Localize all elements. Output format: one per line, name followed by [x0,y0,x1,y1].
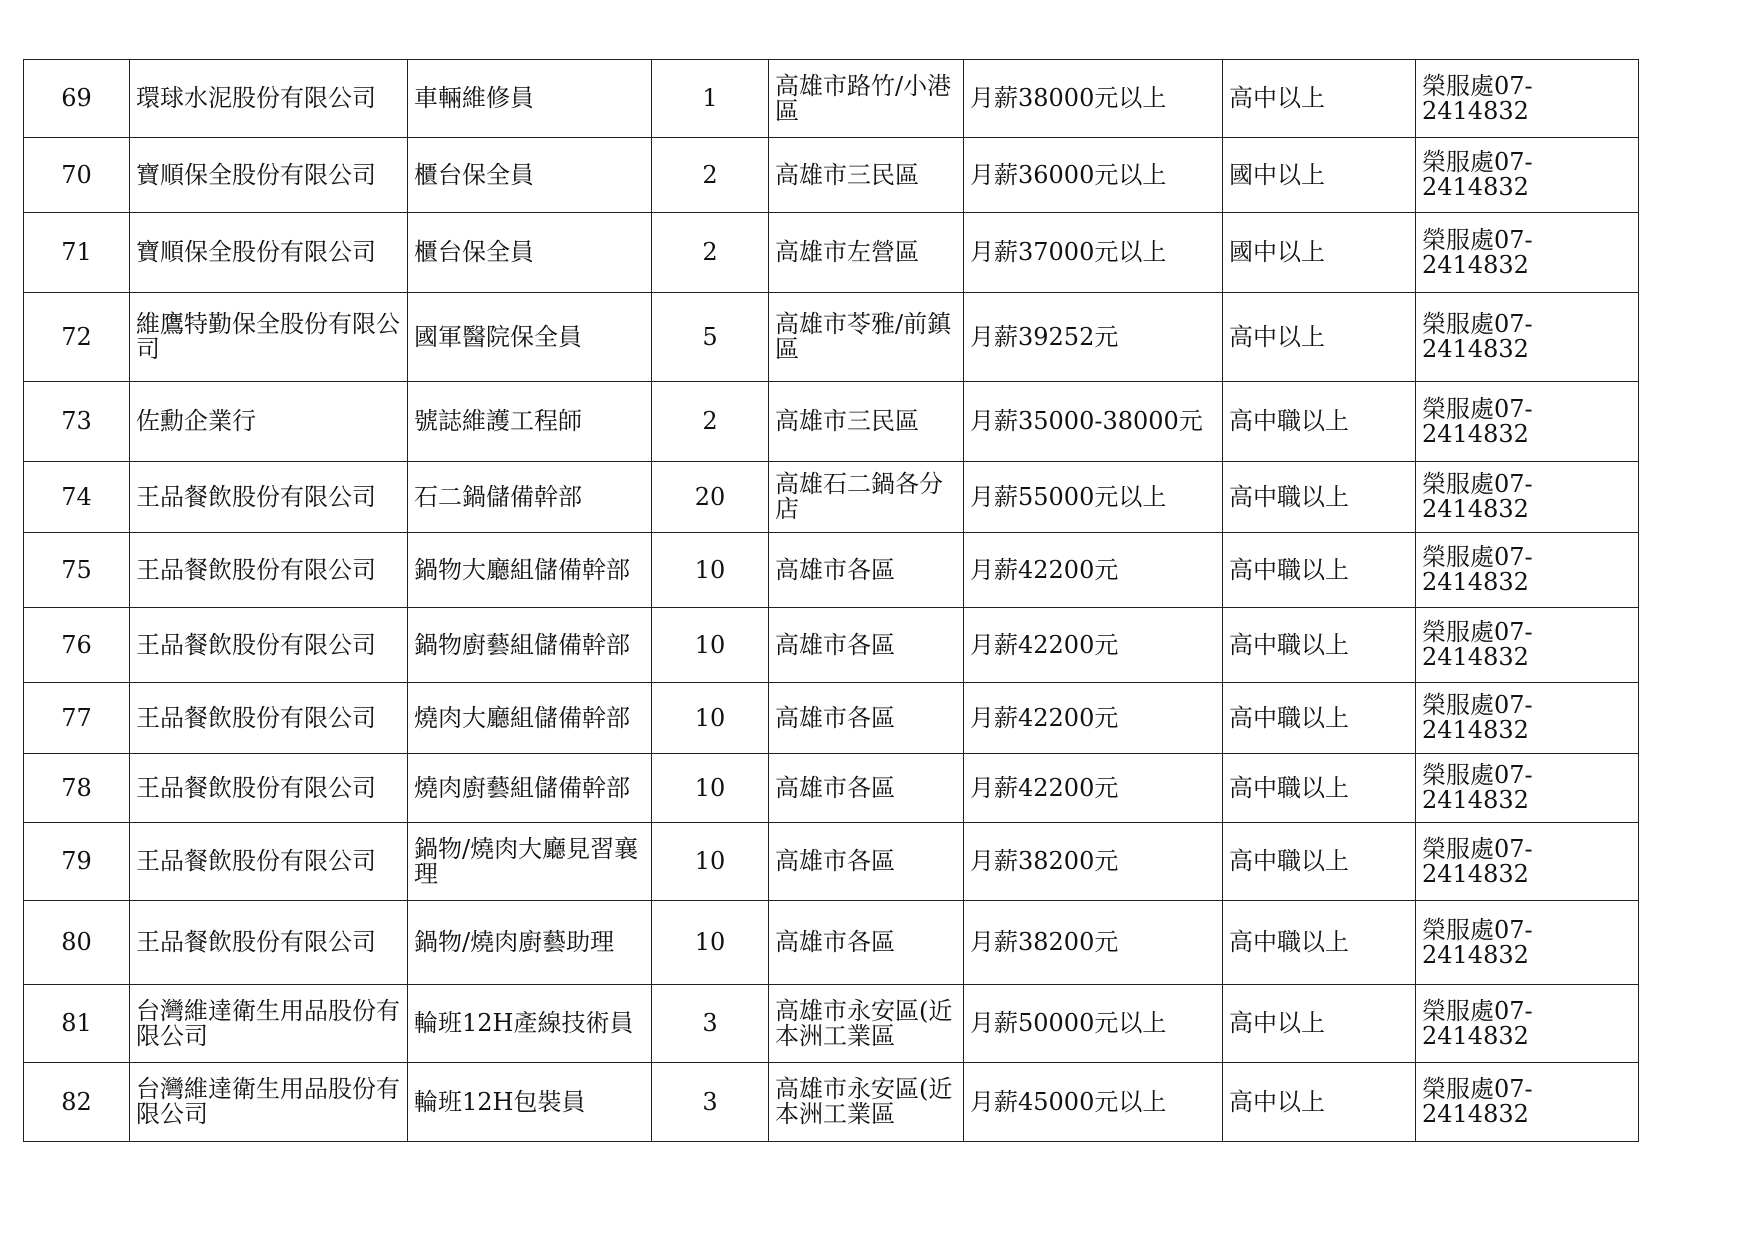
headcount: 5 [652,293,769,382]
education-requirement: 高中以上 [1223,1063,1416,1142]
job-title: 燒肉廚藝組儲備幹部 [408,754,652,823]
education-requirement: 高中職以上 [1223,382,1416,462]
job-title: 輪班12H產線技術員 [408,985,652,1063]
table-row [24,754,1639,823]
work-location: 高雄市各區 [769,533,964,608]
contact: 榮服處07-2414832 [1416,985,1639,1063]
work-location: 高雄市三民區 [769,382,964,462]
contact: 榮服處07-2414832 [1416,683,1639,754]
row-number: 72 [24,293,130,382]
headcount: 10 [652,901,769,985]
job-title: 號誌維護工程師 [408,382,652,462]
headcount: 3 [652,1063,769,1142]
education-requirement: 高中職以上 [1223,533,1416,608]
company-name: 王品餐飲股份有限公司 [130,533,408,608]
salary: 月薪42200元 [964,533,1223,608]
job-title: 櫃台保全員 [408,213,652,293]
headcount: 10 [652,754,769,823]
table-row [24,608,1639,683]
work-location: 高雄市左營區 [769,213,964,293]
salary: 月薪38000元以上 [964,60,1223,138]
table-row [24,533,1639,608]
work-location: 高雄市苓雅/前鎮區 [769,293,964,382]
salary: 月薪36000元以上 [964,138,1223,213]
work-location: 高雄石二鍋各分店 [769,462,964,533]
table-row [24,60,1639,138]
table-row [24,213,1639,293]
contact: 榮服處07-2414832 [1416,754,1639,823]
row-number: 69 [24,60,130,138]
education-requirement: 高中職以上 [1223,462,1416,533]
salary: 月薪35000-38000元 [964,382,1223,462]
company-name: 環球水泥股份有限公司 [130,60,408,138]
headcount: 2 [652,382,769,462]
contact: 榮服處07-2414832 [1416,293,1639,382]
salary: 月薪37000元以上 [964,213,1223,293]
row-number: 80 [24,901,130,985]
row-number: 79 [24,823,130,901]
salary: 月薪45000元以上 [964,1063,1223,1142]
work-location: 高雄市永安區(近本洲工業區 [769,1063,964,1142]
headcount: 2 [652,138,769,213]
education-requirement: 國中以上 [1223,213,1416,293]
job-title: 鍋物廚藝組儲備幹部 [408,608,652,683]
education-requirement: 國中以上 [1223,138,1416,213]
headcount: 10 [652,683,769,754]
row-number: 71 [24,213,130,293]
contact: 榮服處07-2414832 [1416,382,1639,462]
contact: 榮服處07-2414832 [1416,901,1639,985]
row-number: 70 [24,138,130,213]
salary: 月薪42200元 [964,608,1223,683]
work-location: 高雄市各區 [769,901,964,985]
job-title: 櫃台保全員 [408,138,652,213]
job-title: 國軍醫院保全員 [408,293,652,382]
education-requirement: 高中以上 [1223,293,1416,382]
education-requirement: 高中職以上 [1223,823,1416,901]
company-name: 王品餐飲股份有限公司 [130,462,408,533]
work-location: 高雄市各區 [769,754,964,823]
company-name: 王品餐飲股份有限公司 [130,754,408,823]
job-listing-table [23,59,1639,1142]
row-number: 76 [24,608,130,683]
headcount: 3 [652,985,769,1063]
table-row [24,1063,1639,1142]
job-title: 鍋物大廳組儲備幹部 [408,533,652,608]
work-location: 高雄市各區 [769,823,964,901]
headcount: 10 [652,608,769,683]
company-name: 維鷹特勤保全股份有限公司 [130,293,408,382]
work-location: 高雄市各區 [769,608,964,683]
row-number: 73 [24,382,130,462]
work-location: 高雄市三民區 [769,138,964,213]
contact: 榮服處07-2414832 [1416,1063,1639,1142]
company-name: 佐勳企業行 [130,382,408,462]
table-row [24,901,1639,985]
row-number: 78 [24,754,130,823]
salary: 月薪38200元 [964,823,1223,901]
contact: 榮服處07-2414832 [1416,138,1639,213]
education-requirement: 高中職以上 [1223,901,1416,985]
row-number: 77 [24,683,130,754]
contact: 榮服處07-2414832 [1416,608,1639,683]
table-row [24,293,1639,382]
company-name: 台灣維達衛生用品股份有限公司 [130,985,408,1063]
row-number: 75 [24,533,130,608]
job-title: 燒肉大廳組儲備幹部 [408,683,652,754]
job-title: 石二鍋儲備幹部 [408,462,652,533]
salary: 月薪42200元 [964,754,1223,823]
company-name: 寶順保全股份有限公司 [130,138,408,213]
table-row [24,382,1639,462]
work-location: 高雄市永安區(近本洲工業區 [769,985,964,1063]
headcount: 10 [652,533,769,608]
table-row [24,683,1639,754]
education-requirement: 高中職以上 [1223,608,1416,683]
contact: 榮服處07-2414832 [1416,462,1639,533]
table-row [24,985,1639,1063]
row-number: 82 [24,1063,130,1142]
table-row [24,823,1639,901]
salary: 月薪55000元以上 [964,462,1223,533]
company-name: 王品餐飲股份有限公司 [130,683,408,754]
education-requirement: 高中以上 [1223,985,1416,1063]
table-row [24,462,1639,533]
work-location: 高雄市路竹/小港區 [769,60,964,138]
table-row [24,138,1639,213]
job-title: 鍋物/燒肉大廳見習襄理 [408,823,652,901]
headcount: 10 [652,823,769,901]
job-title: 輪班12H包裝員 [408,1063,652,1142]
headcount: 2 [652,213,769,293]
salary: 月薪50000元以上 [964,985,1223,1063]
company-name: 寶順保全股份有限公司 [130,213,408,293]
contact: 榮服處07-2414832 [1416,60,1639,138]
company-name: 台灣維達衛生用品股份有限公司 [130,1063,408,1142]
contact: 榮服處07-2414832 [1416,213,1639,293]
company-name: 王品餐飲股份有限公司 [130,901,408,985]
job-title: 鍋物/燒肉廚藝助理 [408,901,652,985]
headcount: 20 [652,462,769,533]
row-number: 74 [24,462,130,533]
salary: 月薪39252元 [964,293,1223,382]
salary: 月薪38200元 [964,901,1223,985]
headcount: 1 [652,60,769,138]
company-name: 王品餐飲股份有限公司 [130,608,408,683]
education-requirement: 高中職以上 [1223,683,1416,754]
company-name: 王品餐飲股份有限公司 [130,823,408,901]
job-title: 車輛維修員 [408,60,652,138]
contact: 榮服處07-2414832 [1416,823,1639,901]
work-location: 高雄市各區 [769,683,964,754]
row-number: 81 [24,985,130,1063]
education-requirement: 高中以上 [1223,60,1416,138]
salary: 月薪42200元 [964,683,1223,754]
contact: 榮服處07-2414832 [1416,533,1639,608]
education-requirement: 高中職以上 [1223,754,1416,823]
